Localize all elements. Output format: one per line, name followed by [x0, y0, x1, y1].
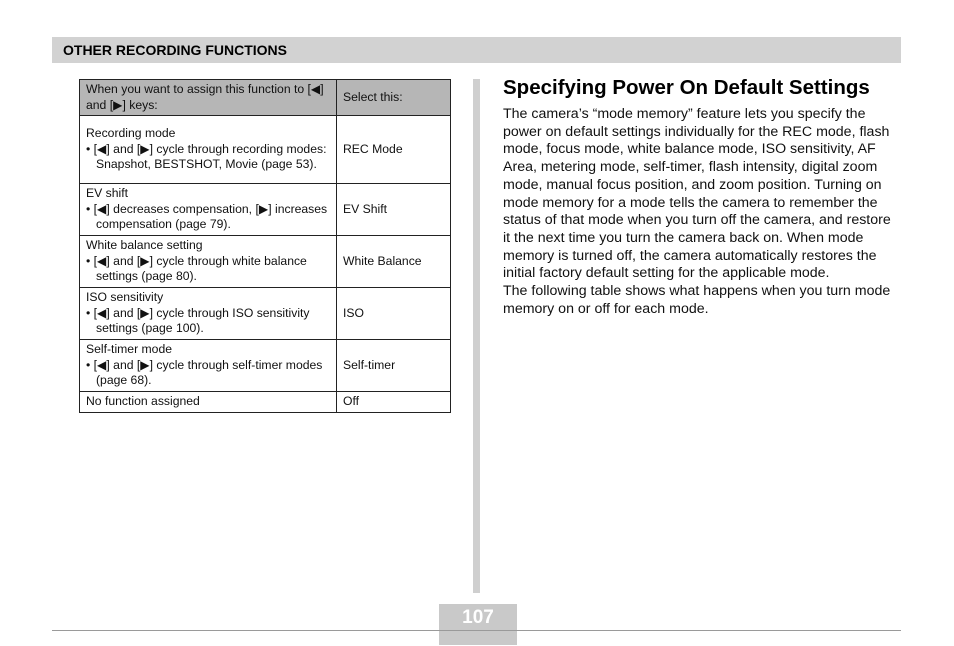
table-cell-function	[80, 236, 337, 288]
row-detail: • [◀] decreases compensation, [▶] increases compensation (page 79).	[86, 201, 328, 232]
section-header: OTHER RECORDING FUNCTIONS	[52, 37, 901, 63]
row-detail: • [◀] and [▶] cycle through self-timer modes (page 68).	[86, 357, 323, 388]
paragraph: The following table shows what happens when you turn mode memory on or off for each mode.	[503, 283, 891, 317]
row-title: No function assigned	[86, 394, 200, 409]
table-cell-function	[80, 340, 337, 392]
table-header-function: When you want to assign this function to [◀] and [▶] keys:	[80, 80, 337, 116]
table-row	[80, 288, 451, 340]
table-row	[80, 340, 451, 392]
table-header-select: Select this:	[337, 80, 451, 116]
table-cell-select: Self-timer	[337, 340, 451, 392]
table-cell-select: White Balance	[337, 236, 451, 288]
row-title: Self-timer mode	[86, 342, 173, 357]
table-cell-function	[80, 116, 337, 184]
table-cell-select: ISO	[337, 288, 451, 340]
table-row	[80, 392, 451, 413]
table-cell-function	[80, 288, 337, 340]
table-row	[80, 236, 451, 288]
row-title: EV shift	[86, 186, 128, 201]
table-cell-function	[80, 184, 337, 236]
row-title: White balance setting	[86, 238, 203, 253]
table-cell-function	[80, 392, 337, 413]
table-cell-select: EV Shift	[337, 184, 451, 236]
row-detail: • [◀] and [▶] cycle through white balance settings (page 80).	[86, 253, 307, 284]
table-cell-select: REC Mode	[337, 116, 451, 184]
footer-rule	[52, 630, 901, 631]
table-row	[80, 116, 451, 184]
table-row	[80, 184, 451, 236]
key-function-table	[79, 79, 451, 413]
page-number: 107	[439, 604, 517, 645]
column-divider	[473, 79, 480, 593]
table-header-row	[80, 80, 451, 116]
row-title: Recording mode	[86, 126, 176, 141]
paragraph: The camera’s “mode memory” feature lets you specify the power on default settings individually for the REC mode, flash mode, focus mode, white balance mode, ISO sensitivity, AF Area, metering mode, self-timer, flash intensity, digital zoom mode, manual focus position, and zoom position. Turning on mode memory for a mode tells the camera to remember the status of that mode when you turn off the camera, and restore it the next time you turn the camera back on. When mode memory is turned off, the camera automatically restores the initial factory default setting for the applicable mode.	[503, 106, 891, 282]
row-detail: • [◀] and [▶] cycle through ISO sensitivity settings (page 100).	[86, 305, 310, 336]
body-text	[503, 106, 901, 318]
row-detail: • [◀] and [▶] cycle through recording modes: Snapshot, BESTSHOT, Movie (page 53).	[86, 141, 327, 172]
row-title: ISO sensitivity	[86, 290, 164, 305]
table-cell-select: Off	[337, 392, 451, 413]
section-heading: Specifying Power On Default Settings	[503, 76, 870, 99]
